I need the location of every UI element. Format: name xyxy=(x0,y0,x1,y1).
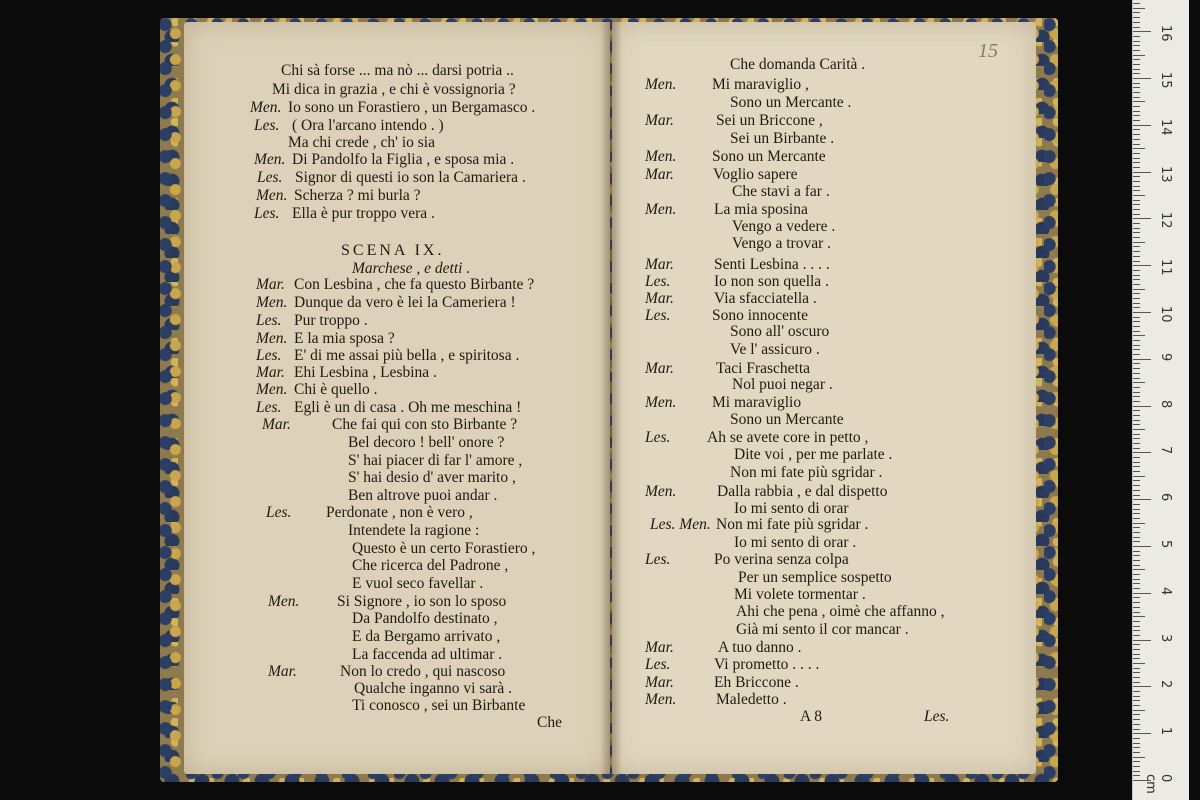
ruler-tick xyxy=(1133,92,1140,93)
ruler-tick xyxy=(1133,256,1140,257)
speaker-label: Les. xyxy=(254,205,280,222)
ruler-tick xyxy=(1133,232,1140,233)
ruler-tick xyxy=(1133,747,1140,748)
ruler-tick xyxy=(1133,73,1140,74)
ruler-tick xyxy=(1133,438,1140,439)
ruler-tick xyxy=(1133,771,1140,772)
text-line: La mia sposina xyxy=(714,201,808,218)
speaker-label: Mar. xyxy=(645,639,674,656)
ruler-tick xyxy=(1133,87,1140,88)
ruler-tick xyxy=(1133,214,1140,215)
ruler-tick xyxy=(1133,204,1140,205)
ruler-tick xyxy=(1133,546,1151,547)
speaker-label: Men. xyxy=(645,691,677,708)
ruler-tick xyxy=(1133,462,1140,463)
speaker-label: Les. Men. xyxy=(650,516,711,533)
ruler-tick xyxy=(1133,195,1145,196)
ruler-tick xyxy=(1133,410,1140,411)
text-line: Ah se avete core in petto , xyxy=(707,429,869,446)
speaker-label: Men. xyxy=(256,294,288,311)
text-line: Taci Fraschetta xyxy=(716,360,811,377)
text-line: Mi dica in grazia , e chi è vossignoria ? xyxy=(272,81,516,98)
text-line: Ben altrove puoi andar . xyxy=(348,487,498,504)
ruler-tick xyxy=(1133,513,1140,514)
text-line: Scherza ? mi burla ? xyxy=(294,187,421,204)
ruler-label: 7 xyxy=(1158,446,1173,455)
speaker-label: Les. xyxy=(257,169,283,186)
speaker-label: Men. xyxy=(268,593,300,610)
ruler-tick xyxy=(1133,387,1140,388)
ruler-tick xyxy=(1133,752,1140,753)
ruler-tick xyxy=(1133,743,1140,744)
ruler-tick xyxy=(1133,654,1140,655)
text-line: Da Pandolfo destinato , xyxy=(352,610,498,627)
text-line: Che ricerca del Padrone , xyxy=(352,557,509,574)
ruler-tick xyxy=(1133,434,1140,435)
ruler-tick xyxy=(1133,190,1140,191)
ruler-tick xyxy=(1133,527,1140,528)
speaker-label: Mar. xyxy=(268,663,297,680)
speaker-label: Men. xyxy=(645,201,677,218)
text-line: Non mi fate più sgridar . xyxy=(730,464,883,481)
text-line: Les. xyxy=(924,708,950,725)
text-line: Maledetto . xyxy=(716,691,787,708)
speaker-label: Les. xyxy=(645,429,671,446)
ruler-tick xyxy=(1133,663,1145,664)
text-line: Vengo a vedere . xyxy=(732,218,836,235)
text-line: Senti Lesbina . . . . xyxy=(714,256,830,273)
ruler-tick xyxy=(1133,640,1151,641)
ruler-label: 6 xyxy=(1158,493,1173,502)
ruler-tick xyxy=(1133,537,1140,538)
ruler-label: 0 cm xyxy=(1143,774,1173,794)
ruler-tick xyxy=(1133,298,1140,299)
ruler-tick xyxy=(1133,420,1140,421)
speaker-label: Men. xyxy=(645,483,677,500)
ruler-tick xyxy=(1133,172,1151,173)
text-line: Non mi fate più sgridar . xyxy=(716,516,869,533)
ruler-tick xyxy=(1133,392,1140,393)
ruler-tick xyxy=(1133,686,1151,687)
text-line: Voglio sapere xyxy=(713,166,798,183)
ruler-tick xyxy=(1133,733,1151,734)
speaker-label: Men. xyxy=(254,151,286,168)
ruler-tick xyxy=(1133,424,1140,425)
ruler-tick xyxy=(1133,490,1140,491)
ruler-tick xyxy=(1133,69,1140,70)
ruler-tick xyxy=(1133,303,1140,304)
ruler-tick xyxy=(1133,495,1140,496)
ruler-tick xyxy=(1133,246,1140,247)
speaker-label: Les. xyxy=(256,399,282,416)
speaker-label: Mar. xyxy=(645,360,674,377)
ruler-tick xyxy=(1133,340,1140,341)
ruler-tick xyxy=(1133,120,1140,121)
ruler-tick xyxy=(1133,354,1140,355)
ruler-tick xyxy=(1133,569,1145,570)
text-line: Che stavi a far . xyxy=(732,183,830,200)
ruler-tick xyxy=(1133,541,1140,542)
text-line: Bel decoro ! bell' onore ? xyxy=(348,434,505,451)
ruler-tick xyxy=(1133,452,1151,453)
ruler-tick xyxy=(1133,41,1140,42)
ruler-tick xyxy=(1133,649,1140,650)
ruler-label: 1 xyxy=(1158,727,1173,736)
ruler-label: 12 xyxy=(1158,212,1173,229)
ruler-tick xyxy=(1133,396,1140,397)
text-line: Egli è un di casa . Oh me meschina ! xyxy=(294,399,522,416)
text-line: Chi è quello . xyxy=(294,381,378,398)
ruler-tick xyxy=(1133,22,1140,23)
ruler-tick xyxy=(1133,17,1140,18)
ruler-tick xyxy=(1133,668,1140,669)
ruler-tick xyxy=(1133,700,1140,701)
ruler-tick xyxy=(1133,134,1140,135)
text-line: Marchese , e detti . xyxy=(352,260,471,277)
ruler-tick xyxy=(1133,59,1140,60)
ruler-tick xyxy=(1133,555,1140,556)
speaker-label: Les. xyxy=(645,551,671,568)
ruler-tick xyxy=(1133,125,1151,126)
ruler-tick xyxy=(1133,682,1140,683)
speaker-label: Mar. xyxy=(645,166,674,183)
ruler-tick xyxy=(1133,644,1140,645)
ruler-tick xyxy=(1133,705,1140,706)
ruler-tick xyxy=(1133,31,1151,32)
ruler-tick xyxy=(1133,167,1140,168)
ruler-tick xyxy=(1133,471,1140,472)
ruler-tick xyxy=(1133,485,1140,486)
ruler-tick xyxy=(1133,265,1151,266)
ruler-tick xyxy=(1133,326,1140,327)
ruler-tick xyxy=(1133,612,1140,613)
ruler-tick xyxy=(1133,476,1145,477)
text-line: Ti conosco , sei un Birbante xyxy=(352,697,526,714)
text-line: E' di me assai più bella , e spiritosa . xyxy=(294,347,520,364)
ruler-tick xyxy=(1133,574,1140,575)
ruler-tick xyxy=(1133,284,1140,285)
ruler-tick xyxy=(1133,312,1151,313)
text-line: Dalla rabbia , e dal dispetto xyxy=(717,483,888,500)
text-line: Ella è pur troppo vera . xyxy=(292,205,435,222)
ruler-tick xyxy=(1133,111,1140,112)
text-line: Questo è un certo Forastiero , xyxy=(352,540,536,557)
text-line: La faccenda ad ultimar . xyxy=(352,646,503,663)
speaker-label: Men. xyxy=(645,148,677,165)
ruler-tick xyxy=(1133,363,1140,364)
ruler-tick xyxy=(1133,729,1140,730)
ruler-tick xyxy=(1133,97,1140,98)
ruler-tick xyxy=(1133,153,1140,154)
text-line: Io non son quella . xyxy=(714,273,829,290)
ruler-label: 16 xyxy=(1158,25,1173,42)
ruler-tick xyxy=(1133,158,1140,159)
speaker-label: Men. xyxy=(256,381,288,398)
text-line: Di Pandolfo la Figlia , e sposa mia . xyxy=(292,151,515,168)
text-line: Non lo credo , qui nascoso xyxy=(340,663,506,680)
speaker-label: Men. xyxy=(250,99,282,116)
ruler-tick xyxy=(1133,691,1140,692)
ruler-tick xyxy=(1133,499,1151,500)
text-line: A 8 xyxy=(800,708,822,725)
speaker-label: Mar. xyxy=(262,416,291,433)
ruler-tick xyxy=(1133,378,1140,379)
ruler-label: 4 xyxy=(1158,586,1173,596)
ruler-tick xyxy=(1133,593,1151,594)
ruler-tick xyxy=(1133,597,1140,598)
ruler-tick xyxy=(1133,307,1140,308)
speaker-label: Mar. xyxy=(645,290,674,307)
text-line: Nol puoi negar . xyxy=(732,376,833,393)
ruler-tick xyxy=(1133,630,1140,631)
ruler-tick xyxy=(1133,560,1140,561)
text-line: Per un semplice sospetto xyxy=(738,569,892,586)
ruler-tick xyxy=(1133,115,1140,116)
ruler-label: 15 xyxy=(1158,72,1173,89)
text-line: Po verina senza colpa xyxy=(714,551,849,568)
ruler-tick xyxy=(1133,349,1140,350)
ruler-tick xyxy=(1133,129,1140,130)
ruler-tick xyxy=(1133,457,1140,458)
ruler-tick xyxy=(1133,106,1140,107)
speaker-label: Les. xyxy=(645,273,671,290)
ruler-tick xyxy=(1133,36,1140,37)
text-line: Vengo a trovar . xyxy=(732,235,831,252)
text-line: Signor di questi io son la Camariera . xyxy=(295,169,526,186)
ruler-tick xyxy=(1133,64,1140,65)
speaker-label: Les. xyxy=(256,347,282,364)
text-line: Sono un Mercante xyxy=(712,148,826,165)
ruler-tick xyxy=(1133,373,1140,374)
ruler-tick xyxy=(1133,523,1145,524)
text-line: Si Signore , io son lo sposo xyxy=(337,593,507,610)
ruler-tick xyxy=(1133,448,1140,449)
ruler-tick xyxy=(1133,345,1140,346)
ruler-tick xyxy=(1133,626,1140,627)
speaker-label: Les. xyxy=(256,312,282,329)
ruler-tick xyxy=(1133,588,1140,589)
ruler-tick xyxy=(1133,401,1140,402)
ruler-tick xyxy=(1133,148,1145,149)
ruler-tick xyxy=(1133,579,1140,580)
ruler-label: 8 xyxy=(1158,399,1173,408)
text-line: S' hai piacer di far l' amore , xyxy=(348,452,523,469)
text-line: Sei un Birbante . xyxy=(730,130,835,147)
text-line: Ma chi crede , ch' io sia xyxy=(288,134,435,151)
ruler-tick xyxy=(1133,677,1140,678)
ruler-tick xyxy=(1133,242,1145,243)
text-line: Sono all' oscuro xyxy=(730,323,830,340)
text-line: Via sfacciatella . xyxy=(714,290,817,307)
ruler-tick xyxy=(1133,218,1151,219)
ruler-tick xyxy=(1133,583,1140,584)
page-number-note: 15 xyxy=(978,40,998,62)
text-line: Già mi sento il cor mancar . xyxy=(736,621,909,638)
ruler-tick xyxy=(1133,761,1140,762)
ruler-tick xyxy=(1133,162,1140,163)
ruler-tick xyxy=(1133,12,1140,13)
ruler-tick xyxy=(1133,415,1140,416)
ruler-label: 5 xyxy=(1158,540,1173,549)
ruler-tick xyxy=(1133,616,1145,617)
text-line: Io sono un Forastiero , un Bergamasco . xyxy=(288,99,536,116)
text-line: Con Lesbina , che fa questo Birbante ? xyxy=(294,276,535,293)
ruler-tick xyxy=(1133,321,1140,322)
text-line: Chi sà forse ... ma nò ... darsi potria .. xyxy=(281,62,514,79)
speaker-label: Les. xyxy=(645,656,671,673)
speaker-label: Les. xyxy=(266,504,292,521)
measurement-ruler xyxy=(1132,0,1189,800)
ruler-tick xyxy=(1133,738,1140,739)
ruler-tick xyxy=(1133,335,1145,336)
ruler-tick xyxy=(1133,289,1145,290)
ruler-tick xyxy=(1133,359,1151,360)
text-line: Mi maraviglio , xyxy=(712,76,809,93)
ruler-tick xyxy=(1133,532,1140,533)
speaker-label: Mar. xyxy=(645,256,674,273)
ruler-tick xyxy=(1133,209,1140,210)
ruler-tick xyxy=(1133,565,1140,566)
ruler-tick xyxy=(1133,223,1140,224)
text-line: E la mia sposa ? xyxy=(294,330,395,347)
ruler-tick xyxy=(1133,261,1140,262)
ruler-tick xyxy=(1133,621,1140,622)
ruler-tick xyxy=(1133,101,1145,102)
ruler-label: 11 xyxy=(1158,259,1173,276)
ruler-label: 3 xyxy=(1158,633,1173,642)
ruler-tick xyxy=(1133,672,1140,673)
ruler-tick xyxy=(1133,45,1140,46)
ruler-tick xyxy=(1133,406,1151,407)
ruler-label: 14 xyxy=(1158,118,1173,136)
text-line: Mi volete tormentar . xyxy=(734,586,866,603)
ruler-label: 13 xyxy=(1158,165,1173,183)
ruler-tick xyxy=(1133,275,1140,276)
ruler-label: 2 xyxy=(1158,680,1173,689)
text-line: Eh Briccone . xyxy=(714,674,799,691)
text-line: Dite voi , per me parlate . xyxy=(734,446,893,463)
ruler-tick xyxy=(1133,757,1145,758)
ruler-tick xyxy=(1133,658,1140,659)
speaker-label: Men. xyxy=(645,76,677,93)
speaker-label: Men. xyxy=(256,187,288,204)
ruler-tick xyxy=(1133,766,1140,767)
speaker-label: Mar. xyxy=(256,364,285,381)
ruler-tick xyxy=(1133,50,1140,51)
ruler-tick xyxy=(1133,228,1140,229)
ruler-tick xyxy=(1133,55,1145,56)
ruler-tick xyxy=(1133,293,1140,294)
ruler-tick xyxy=(1133,144,1140,145)
ruler-tick xyxy=(1133,602,1140,603)
speaker-label: Mar. xyxy=(256,276,285,293)
ruler-tick xyxy=(1133,719,1140,720)
text-line: Ve l' assicuro . xyxy=(730,341,820,358)
text-line: Qualche inganno vi sarà . xyxy=(354,680,512,697)
ruler-tick xyxy=(1133,279,1140,280)
ruler-label: 10 xyxy=(1158,306,1173,323)
text-line: E vuol seco favellar . xyxy=(352,575,484,592)
text-line: Ehi Lesbina , Lesbina . xyxy=(294,364,437,381)
ruler-tick xyxy=(1133,518,1140,519)
text-line: Perdonate , non è vero , xyxy=(326,504,473,521)
ruler-tick xyxy=(1133,443,1140,444)
text-line: ( Ora l'arcano intendo . ) xyxy=(292,117,444,134)
speaker-label: Men. xyxy=(256,330,288,347)
ruler-tick xyxy=(1133,429,1145,430)
text-line: Io mi sento di orar xyxy=(734,500,849,517)
text-line: Mi maraviglio xyxy=(712,394,802,411)
ruler-tick xyxy=(1133,186,1140,187)
text-line: Sono innocente xyxy=(712,307,808,324)
speaker-label: Les. xyxy=(254,117,280,134)
ruler-tick xyxy=(1133,139,1140,140)
ruler-tick xyxy=(1133,509,1140,510)
ruler-tick xyxy=(1133,504,1140,505)
book-gutter xyxy=(600,22,622,774)
ruler-tick xyxy=(1133,237,1140,238)
text-line: Sono un Mercante . xyxy=(730,94,852,111)
ruler-tick xyxy=(1133,696,1140,697)
text-line: Io mi sento di orar . xyxy=(734,534,857,551)
ruler-label: 9 xyxy=(1158,352,1173,362)
ruler-tick xyxy=(1133,78,1151,79)
ruler-tick xyxy=(1133,317,1140,318)
ruler-tick xyxy=(1133,724,1140,725)
ruler-tick xyxy=(1133,714,1140,715)
text-line: Che xyxy=(537,714,562,731)
text-line: Pur troppo . xyxy=(294,312,368,329)
text-line: Sono un Mercante xyxy=(730,411,844,428)
ruler-tick xyxy=(1133,368,1140,369)
ruler-tick xyxy=(1133,251,1140,252)
ruler-tick xyxy=(1133,83,1140,84)
text-line: Vi prometto . . . . xyxy=(714,656,820,673)
ruler-tick xyxy=(1133,27,1140,28)
speaker-label: Les. xyxy=(645,307,671,324)
ruler-tick xyxy=(1133,382,1145,383)
ruler-tick xyxy=(1133,551,1140,552)
text-line: Intendete la ragione : xyxy=(348,522,480,539)
ruler-tick xyxy=(1133,270,1140,271)
text-line: Dunque da vero è lei la Cameriera ! xyxy=(294,294,516,311)
ruler-tick xyxy=(1133,331,1140,332)
ruler-tick xyxy=(1133,176,1140,177)
ruler-tick xyxy=(1133,710,1145,711)
ruler-tick xyxy=(1133,635,1140,636)
ruler-tick xyxy=(1133,8,1145,9)
text-line: Sei un Briccone , xyxy=(716,112,823,129)
text-line: Ahi che pena , oimè che affanno , xyxy=(736,603,945,620)
text-line: Che domanda Carità . xyxy=(730,56,866,73)
ruler-tick xyxy=(1133,775,1140,776)
ruler-tick xyxy=(1133,181,1140,182)
text-line: Che fai qui con sto Birbante ? xyxy=(332,416,518,433)
ruler-tick xyxy=(1133,3,1140,4)
speaker-label: Mar. xyxy=(645,674,674,691)
speaker-label: Mar. xyxy=(645,112,674,129)
text-line: S' hai desio d' aver marito , xyxy=(348,469,516,486)
text-line: A tuo danno . xyxy=(718,639,802,656)
ruler-tick xyxy=(1133,480,1140,481)
text-line: E da Bergamo arrivato , xyxy=(352,628,501,645)
speaker-label: Men. xyxy=(645,394,677,411)
ruler-tick xyxy=(1133,607,1140,608)
ruler-tick xyxy=(1133,466,1140,467)
scene-heading: SCENA IX. xyxy=(341,242,445,259)
ruler-tick xyxy=(1133,200,1140,201)
